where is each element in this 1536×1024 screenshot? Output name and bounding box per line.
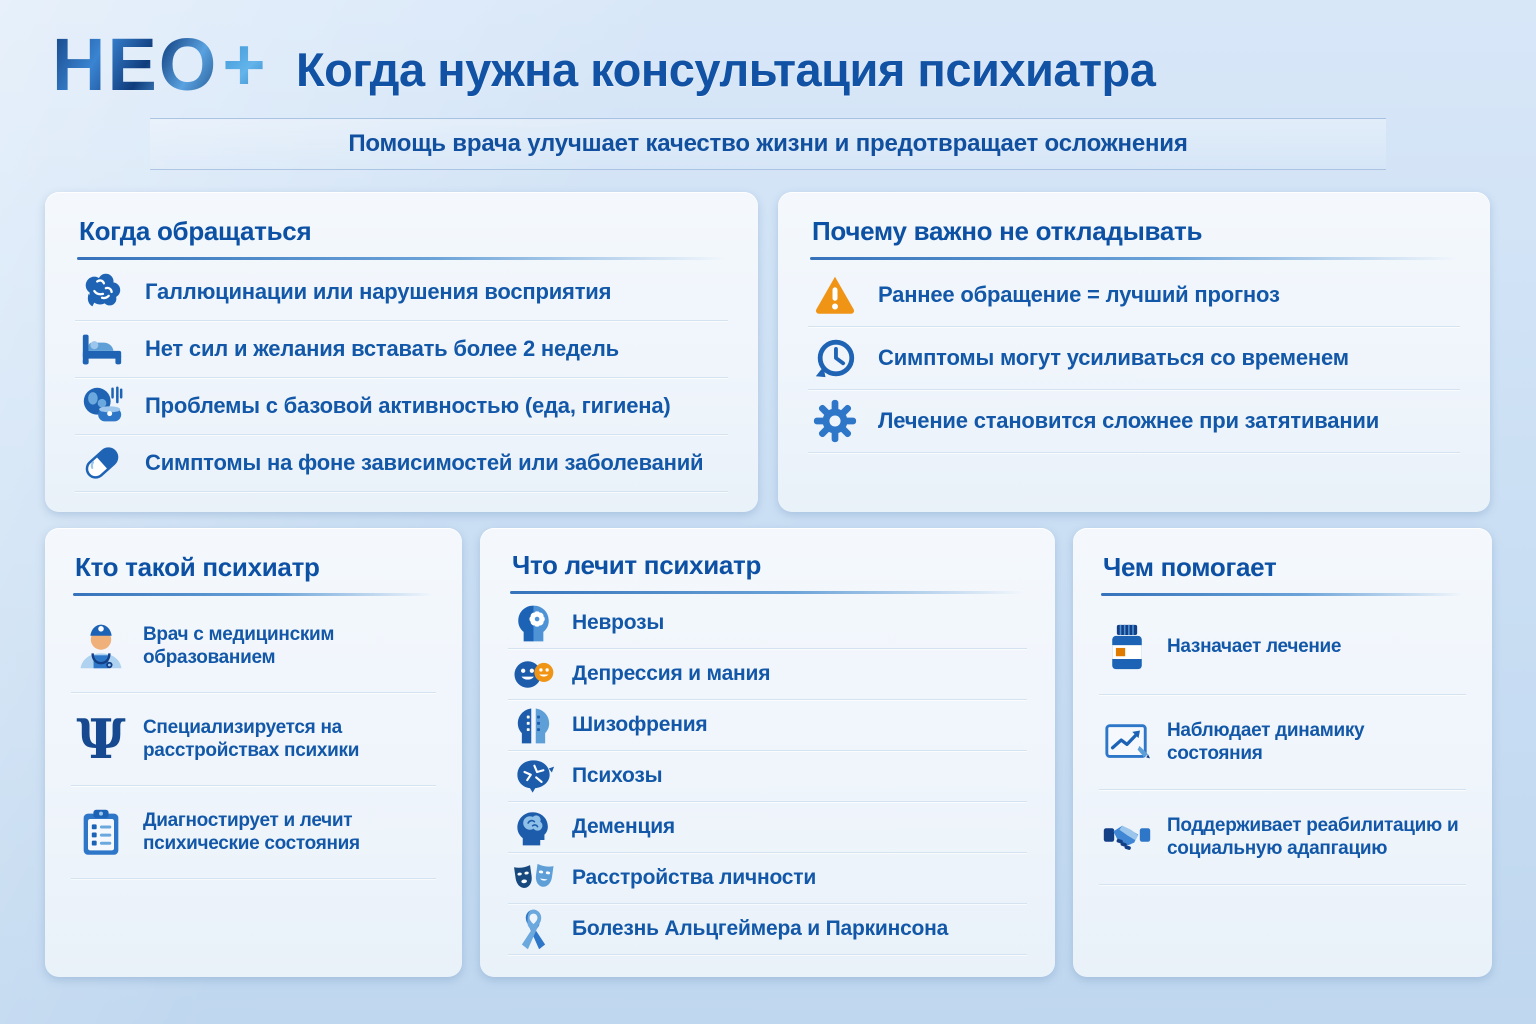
title-underline <box>510 591 1025 594</box>
item-label: Наблюдает динамику состояния <box>1167 719 1365 764</box>
subtitle-band <box>150 118 1386 170</box>
head-brain-icon <box>512 806 555 849</box>
item-label: Шизофрения <box>572 713 708 737</box>
list-item <box>71 693 436 786</box>
item-label: Болезнь Альцгеймера и Паркинсона <box>572 917 949 941</box>
ribbon-icon <box>512 908 555 951</box>
item-label: Специализируется на расстройствах психики <box>143 716 360 761</box>
item-label: Галлюцинации или нарушения восприятия <box>145 278 612 304</box>
meal-icon <box>79 383 125 429</box>
card-title: Почему важно не откладывать <box>812 216 1203 246</box>
item-label: Лечение становится сложнее при затятивании <box>878 407 1380 433</box>
list-item <box>808 264 1460 327</box>
list-item <box>1099 600 1466 695</box>
item-label: Диагностирует и лечит психические состояния <box>143 809 360 854</box>
psi-symbol-icon: Ψ <box>76 707 126 771</box>
card-who-is-psychiatrist <box>45 528 462 977</box>
item-label: Депрессия и мания <box>572 662 771 686</box>
card-when-to-seek-help <box>45 192 758 512</box>
card-title: Когда обращаться <box>79 216 312 246</box>
theater-masks-icon <box>512 857 555 900</box>
clipboard-icon <box>75 806 127 858</box>
warning-icon <box>812 272 858 318</box>
list-item <box>508 751 1027 802</box>
gear-icon <box>812 398 858 444</box>
list-item <box>508 904 1027 955</box>
broken-brain-icon <box>512 755 555 798</box>
card-title: Чем помогает <box>1103 552 1277 582</box>
list-item <box>75 264 728 321</box>
card-what-psychiatrist-treats <box>480 528 1055 977</box>
capsule-icon <box>79 440 125 486</box>
item-label: Расстройства личности <box>572 866 817 890</box>
doctor-icon <box>75 620 127 672</box>
brain-icon <box>79 269 125 315</box>
page-title: Когда нужна консультация психиатра <box>296 43 1156 96</box>
list-item <box>808 327 1460 390</box>
item-label: Симптомы на фоне зависимостей или заболеваний <box>145 449 704 475</box>
list-item <box>71 786 436 879</box>
item-label: Поддерживает реабилитацию и социальную адапгацию <box>1167 814 1459 859</box>
item-label: Симптомы могут усиливаться со временем <box>878 344 1349 370</box>
item-label: Раннее обращение = лучший прогноз <box>878 281 1280 307</box>
item-label: Врач с медицинским образованием <box>143 623 335 668</box>
list-item <box>75 321 728 378</box>
page-subtitle: Помощь врача улучшает качество жизни и предотвращает осложнения <box>348 130 1188 157</box>
item-list <box>1099 600 1466 885</box>
list-item <box>71 600 436 693</box>
title-underline <box>1101 593 1464 596</box>
head-gear-icon <box>512 602 555 645</box>
list-item <box>508 649 1027 700</box>
clock-history-icon <box>812 335 858 381</box>
item-list <box>808 264 1460 453</box>
title-underline <box>810 257 1458 260</box>
item-label: Неврозы <box>572 611 665 635</box>
two-faces-icon <box>512 653 555 696</box>
item-list <box>508 598 1027 955</box>
list-item <box>508 802 1027 853</box>
card-title: Что лечит психиатр <box>512 550 762 580</box>
logo-plus-icon: + <box>222 23 268 106</box>
list-item <box>75 378 728 435</box>
list-item <box>1099 790 1466 885</box>
item-list <box>71 600 436 879</box>
item-list <box>75 264 728 492</box>
item-label: Психозы <box>572 764 663 788</box>
card-how-helps <box>1073 528 1492 977</box>
list-item <box>508 853 1027 904</box>
list-item <box>508 700 1027 751</box>
list-item <box>1099 695 1466 790</box>
title-underline <box>73 593 434 596</box>
item-label: Деменция <box>572 815 675 839</box>
medicine-bottle-icon <box>1103 623 1151 671</box>
item-label: Назначает лечение <box>1167 636 1342 658</box>
handshake-icon <box>1103 813 1151 861</box>
bed-icon <box>79 326 125 372</box>
card-title: Кто такой психиатр <box>75 552 320 582</box>
title-underline <box>77 257 726 260</box>
logo-text: НЕО <box>52 23 219 106</box>
split-head-icon <box>512 704 555 747</box>
item-label: Проблемы с базовой активностью (еда, гигиена) <box>145 392 671 418</box>
chart-icon <box>1103 718 1151 766</box>
list-item <box>508 598 1027 649</box>
list-item <box>75 435 728 492</box>
neo-plus-logo <box>52 23 268 106</box>
list-item <box>808 390 1460 453</box>
card-why-not-delay <box>778 192 1490 512</box>
item-label: Нет сил и желания вставать более 2 недель <box>145 335 619 361</box>
